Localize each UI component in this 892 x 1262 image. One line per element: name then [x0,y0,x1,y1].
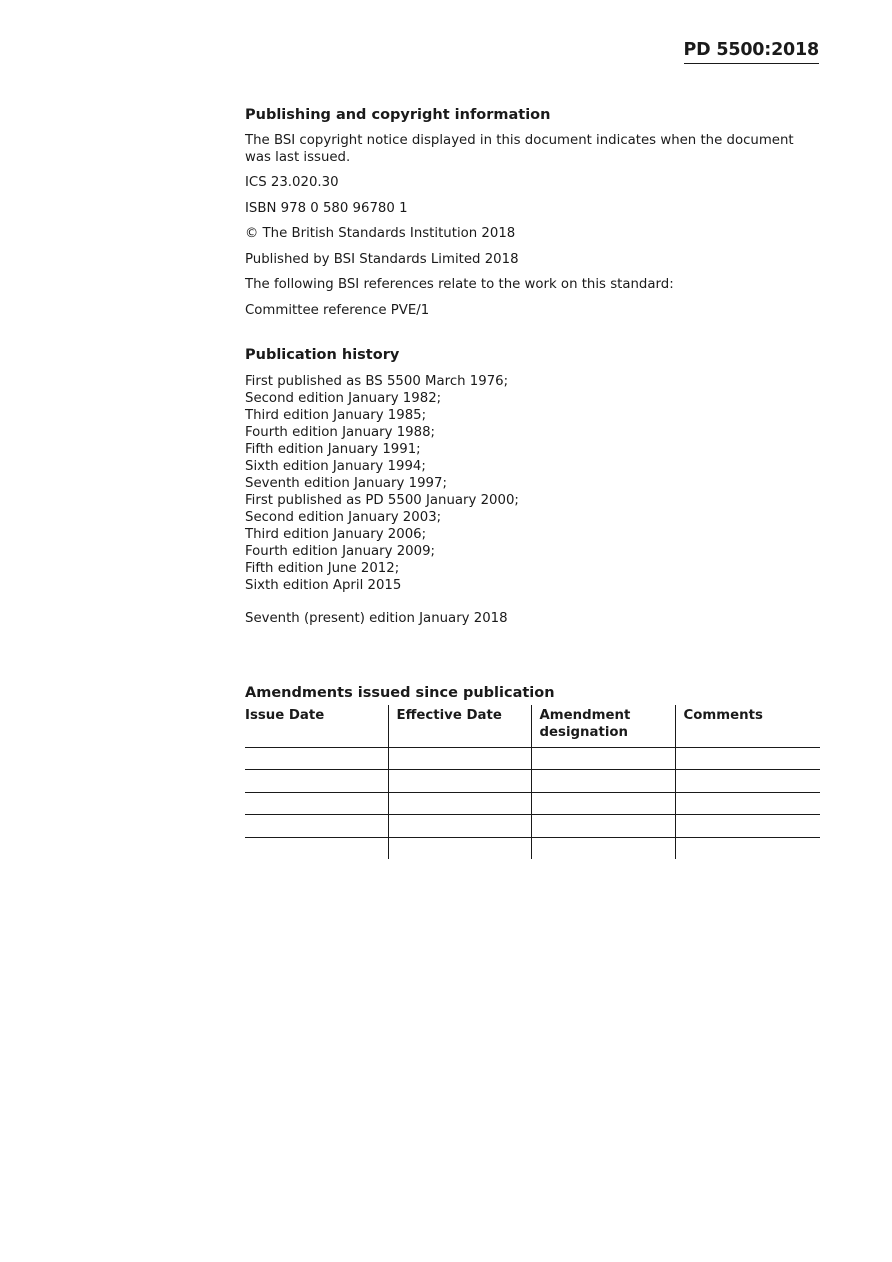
table-row [245,792,820,815]
history-item: Fourth edition January 1988; [245,425,436,440]
committee-reference: Committee reference PVE/1 [245,302,430,318]
table-cell [675,837,820,859]
copyright-line: © The British Standards Institution 2018 [245,226,516,241]
publishing-section [245,133,819,319]
column-header-effective-date: Effective Date [388,705,531,748]
column-header-amendment-designation: Amendment designation [531,705,675,748]
table-cell [531,792,675,815]
table-row [245,815,820,838]
history-item: Fourth edition January 2009; [245,544,436,559]
publisher-line: Published by BSI Standards Limited 2018 [245,251,519,267]
history-item: Second edition January 2003; [245,510,442,525]
table-cell [675,747,820,770]
column-header-comments: Comments [675,705,820,748]
table-cell [675,815,820,838]
ics-code: ICS 23.020.30 [245,175,339,190]
history-item: First published as BS 5500 March 1976; [245,374,509,389]
table-cell [388,747,531,770]
history-item: Third edition January 1985; [245,408,427,423]
table-row [245,770,820,793]
history-item: Fifth edition January 1991; [245,442,421,457]
publishing-heading: Publishing and copyright information [245,107,551,123]
table-cell [531,815,675,838]
table-cell [245,837,388,859]
history-item: Fifth edition June 2012; [245,561,400,576]
copyright-notice: The BSI copyright notice displayed in this document indicates when the document was last issued. [245,133,794,165]
table-cell [388,815,531,838]
table-cell [675,770,820,793]
table-cell [531,770,675,793]
table-cell [245,770,388,793]
history-item: Third edition January 2006; [245,527,427,542]
table-cell [531,747,675,770]
page-content [245,105,819,859]
history-item: Second edition January 1982; [245,391,442,406]
history-item: Seventh edition January 1997; [245,476,447,491]
table-row [245,747,820,770]
table-cell [245,792,388,815]
history-item: Sixth edition January 1994; [245,459,426,474]
present-edition: Seventh (present) edition January 2018 [245,611,508,626]
amendments-table [245,705,820,860]
references-intro: The following BSI references relate to the work on this standard: [245,277,674,292]
column-header-issue-date: Issue Date [245,705,388,748]
table-cell [245,747,388,770]
history-list [245,373,819,594]
isbn: ISBN 978 0 580 96780 1 [245,200,408,216]
history-item: Sixth edition April 2015 [245,578,402,593]
amendments-heading: Amendments issued since publication [245,684,555,701]
table-cell [675,792,820,815]
table-cell [245,815,388,838]
table-cell [531,837,675,859]
document-id: PD 5500:2018 [684,39,819,64]
table-cell [388,837,531,859]
history-item: First published as PD 5500 January 2000; [245,493,519,508]
table-header-row [245,705,820,748]
table-cell [388,792,531,815]
table-row [245,837,820,859]
history-heading: Publication history [245,347,400,363]
table-cell [388,770,531,793]
